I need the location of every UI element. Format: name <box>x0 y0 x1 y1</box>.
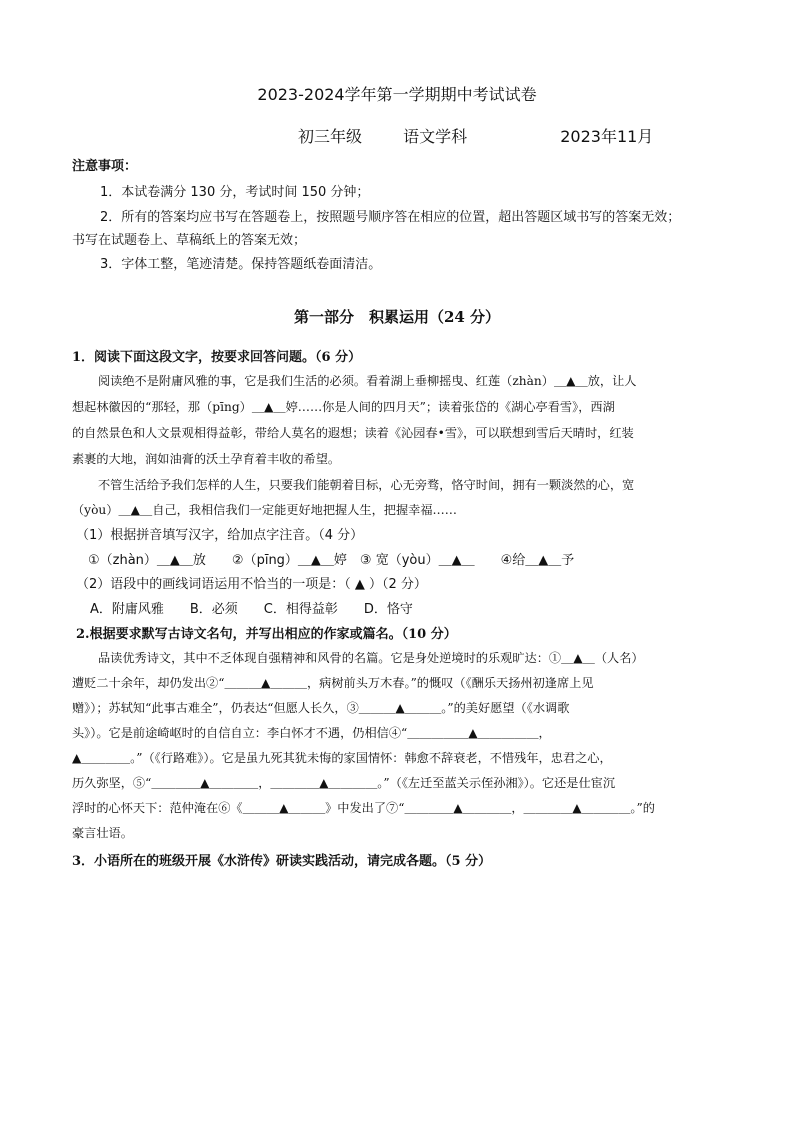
q2-line2: 遭贬二十余年，却仍发出②“＿＿＿▲＿＿＿，病树前头万木春。”的慨叹（《酬乐天扬州初逢席上见 <box>72 676 594 690</box>
part1-heading: 第一部分 积累运用（24 分） <box>293 308 501 326</box>
q1-sub1-items: ①（zhàn）＿▲＿放 ②（pīng）＿▲＿婷 ③ 宽（yòu）＿▲＿ ④给＿▲＿予 <box>88 553 575 568</box>
q1-para2-line1: 不管生活给予我们怎样的人生，只要我们能朝着目标，心无旁骛，恪守时间，拥有一颗淡然的心，宽 <box>98 478 635 492</box>
q1-heading: 1．阅读下面这段文字，按要求回答问题。（6 分） <box>72 350 362 365</box>
notice-item-3: 3．字体工整，笔迹清楚。保持答题纸卷面清洁。 <box>100 257 382 272</box>
notice-item-1: 1．本试卷满分 130 分，考试时间 150 分钟； <box>100 185 370 200</box>
q2-line5: ▲＿＿＿＿。”（《行路难》）。它是虽九死其犹未悔的家国情怀：韩愈不辞衰老，不惜残年，忠君之心， <box>72 751 612 765</box>
grade-label: 初三年级 <box>298 127 363 146</box>
q1-sub1: （1）根据拼音填写汉字，给加点字注音。（4 分） <box>76 528 364 543</box>
exam-subtitle <box>298 124 653 147</box>
q2-line1: 品读优秀诗文，其中不乏体现自强精神和风骨的名篇。它是身处逆境时的乐观旷达：①＿▲＿（人名） <box>98 651 644 665</box>
notice-item-2-cont: 书写在试题卷上、草稿纸上的答案无效； <box>72 233 307 248</box>
q2-line7: 浮时的心怀天下：范仲淹在⑥《＿＿＿▲＿＿＿》中发出了⑦“＿＿＿＿▲＿＿＿＿，＿＿＿＿▲＿＿＿＿。”的 <box>72 801 655 815</box>
notice-heading: 注意事项： <box>72 159 138 174</box>
q2-line4: 头》）。它是前途崎岖时的自信自立：李白怀才不遇，仍相信④“＿＿＿＿＿▲＿＿＿＿＿， <box>72 726 551 740</box>
q2-heading: 2.根据要求默写古诗文名句，并写出相应的作家或篇名。（10 分） <box>76 627 457 642</box>
subject-label: 语文学科 <box>403 127 468 146</box>
q1-options: A．附庸风雅 B．必须 C．相得益彰 D．恪守 <box>90 602 413 617</box>
exam-date: 2023年11月 <box>560 127 654 146</box>
q1-para1-line3: 的自然景色和人文景观相得益彰，带给人莫名的遐想；读着《沁园春•雪》，可以联想到雪后天晴时，红装 <box>72 426 634 440</box>
q1-para2-line2: （yòu）＿▲＿自己，我相信我们一定能更好地把握人生，把握幸福…… <box>72 503 457 517</box>
exam-title: 2023-2024学年第一学期期中考试试卷 <box>257 85 537 104</box>
q1-para1-line4: 素裹的大地，润如油膏的沃土孕育着丰收的希望。 <box>72 452 341 466</box>
q2-line8: 豪言壮语。 <box>72 826 133 840</box>
q2-line3: 赠》）；苏轼知“此事古难全”，仍表达“但愿人长久，③＿＿＿▲＿＿＿。”的美好愿望（《水调歌 <box>72 701 570 715</box>
q1-sub2: （2）语段中的画线词语运用不恰当的一项是：（ ▲ ）（2 分） <box>76 577 427 592</box>
q1-para1-line1: 阅读绝不是附庸风雅的事，它是我们生活的必须。看着湖上垂柳摇曳、红莲（zhàn）＿▲＿放，让人 <box>98 374 637 388</box>
q2-line6: 历久弥坚，⑤“＿＿＿＿▲＿＿＿＿，＿＿＿＿▲＿＿＿＿。”（《左迁至蓝关示侄孙湘》）。它还是仕宦沉 <box>72 776 616 790</box>
notice-item-2: 2．所有的答案均应书写在答题卷上，按照题号顺序答在相应的位置，超出答题区域书写的答案无效； <box>100 210 681 225</box>
q1-para1-line2: 想起林徽因的“那轻，那（pīng）＿▲＿婷……你是人间的四月天”；读着张岱的《湖心亭看雪》，西湖 <box>72 400 615 414</box>
q3-heading: 3．小语所在的班级开展《水浒传》研读实践活动，请完成各题。（5 分） <box>72 854 492 869</box>
